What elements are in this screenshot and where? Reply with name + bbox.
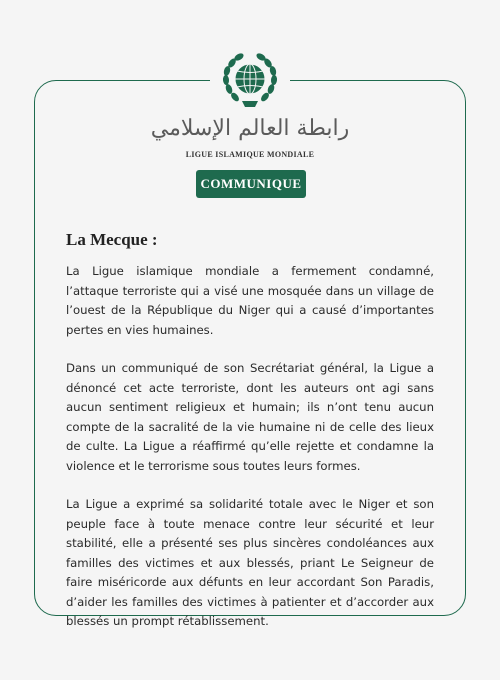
paragraph: Dans un communiqué de son Secrétariat général, la Ligue a dénoncé cet acte terroriste, dont les auteurs ont agi sans aucun sentiment religieux et humain; ils n’ont tenu aucun compte de la sacralité de la vie humaine ni de celle des lieux de culte. La Ligue a réaffirmé qu’elle rejette et condamne la violence et le terrorisme sous toutes leurs formes.: [66, 361, 434, 473]
organization-name-french: LIGUE ISLAMIQUE MONDIALE: [185, 150, 315, 159]
communique-badge: COMMUNIQUE: [196, 170, 306, 198]
paragraph: La Ligue a exprimé sa solidarité totale avec le Niger et son peuple face à toute menace contre leur sécurité et leur stabilité, elle a présenté ses plus sincères condoléances aux familles des victimes et aux blessés, priant Le Seigneur de faire miséricorde aux défunts en leur accordant Son Paradis, d’aider les familles des victimes à patienter et d’accorder aux blessés un prompt rétablissement.: [66, 497, 434, 628]
logo: [210, 49, 290, 113]
paragraph: La Ligue islamique mondiale a fermement condamné, l’attaque terroriste qui a visé une mosquée dans un village de l’ouest de la République du Niger qui a causé d’importantes pertes en vies humaines.: [66, 264, 434, 337]
globe-laurel-emblem-icon: [218, 49, 282, 113]
organization-name-arabic: رابطة العالم الإسلامي: [150, 116, 350, 141]
dateline: La Mecque :: [66, 230, 158, 249]
communique-body: [66, 262, 434, 651]
